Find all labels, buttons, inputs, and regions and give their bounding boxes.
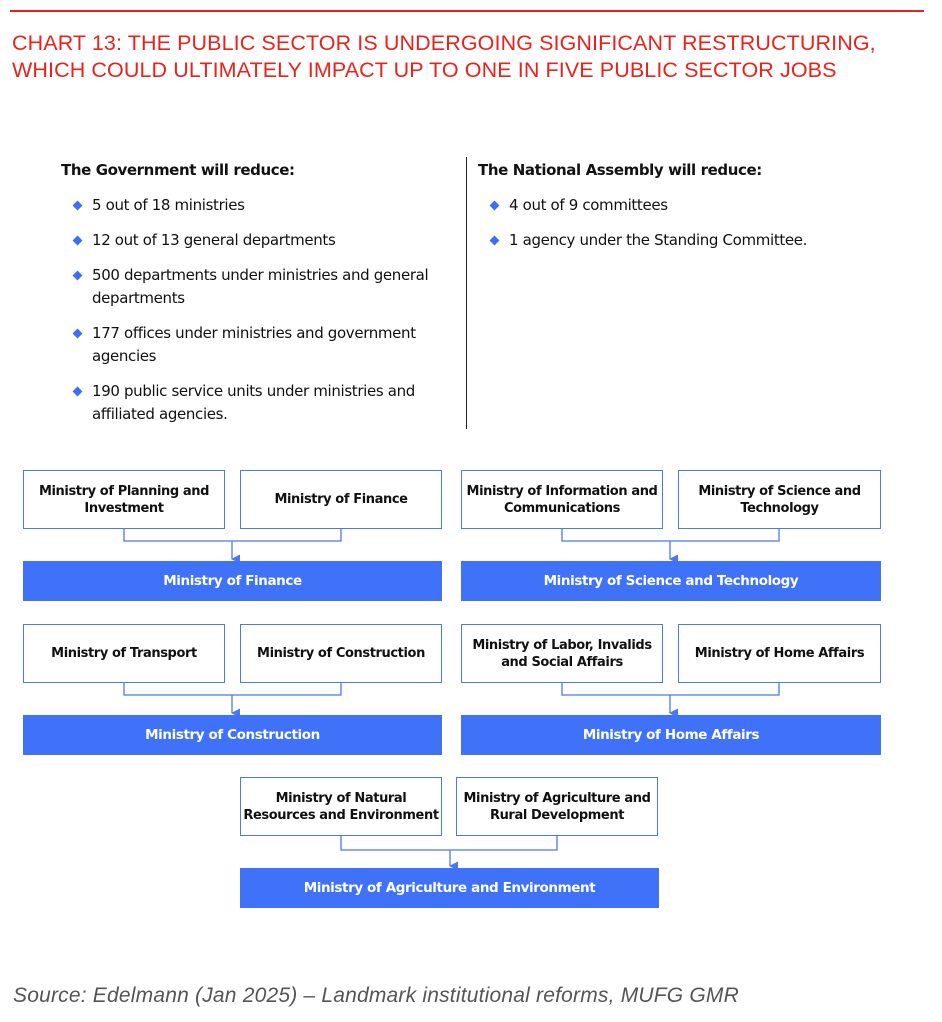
- list-item: 4 out of 9 committees: [491, 194, 911, 217]
- result-bar-finance: Ministry of Finance: [23, 561, 442, 601]
- source-box-planning-investment: Ministry of Planning and Investment: [23, 470, 225, 529]
- source-box-agriculture-rural: Ministry of Agriculture and Rural Development: [456, 777, 658, 836]
- result-bar-construction: Ministry of Construction: [23, 715, 442, 755]
- list-item: 12 out of 13 general departments: [74, 229, 459, 252]
- connector-home-affairs: [562, 683, 779, 695]
- source-box-construction: Ministry of Construction: [240, 624, 442, 683]
- source-box-information-communications: Ministry of Information and Communications: [461, 470, 663, 529]
- connector-science: [562, 529, 779, 541]
- list-item: 1 agency under the Standing Committee.: [491, 229, 911, 252]
- list-item: 190 public service units under ministries and affiliated agencies.: [74, 380, 459, 426]
- list-item: 500 departments under ministries and general departments: [74, 264, 459, 310]
- result-bar-science-technology: Ministry of Science and Technology: [461, 561, 881, 601]
- source-box-science-technology: Ministry of Science and Technology: [678, 470, 881, 529]
- source-box-home-affairs: Ministry of Home Affairs: [678, 624, 881, 683]
- source-box-natural-resources: Ministry of Natural Resources and Environment: [240, 777, 442, 836]
- source-box-transport: Ministry of Transport: [23, 624, 225, 683]
- list-item: 5 out of 18 ministries: [74, 194, 459, 217]
- source-box-finance: Ministry of Finance: [240, 470, 442, 529]
- result-bar-home-affairs: Ministry of Home Affairs: [461, 715, 881, 755]
- connector-finance: [124, 529, 341, 541]
- connector-construction: [124, 683, 341, 695]
- government-heading: The Government will reduce:: [61, 161, 295, 179]
- source-box-labor-social-affairs: Ministry of Labor, Invalids and Social Affairs: [461, 624, 663, 683]
- chart-title: CHART 13: THE PUBLIC SECTOR IS UNDERGOING SIGNIFICANT RESTRUCTURING, WHICH COULD ULTIMATELY IMPACT UP TO ONE IN FIVE PUBLIC SECTOR JOBS: [12, 31, 876, 82]
- assembly-heading: The National Assembly will reduce:: [478, 161, 762, 179]
- list-item: 177 offices under ministries and government agencies: [74, 322, 459, 368]
- result-bar-agriculture-environment: Ministry of Agriculture and Environment: [240, 868, 659, 908]
- source-note: Source: Edelmann (Jan 2025) – Landmark institutional reforms, MUFG GMR: [13, 984, 739, 1007]
- connector-agriculture: [341, 836, 557, 850]
